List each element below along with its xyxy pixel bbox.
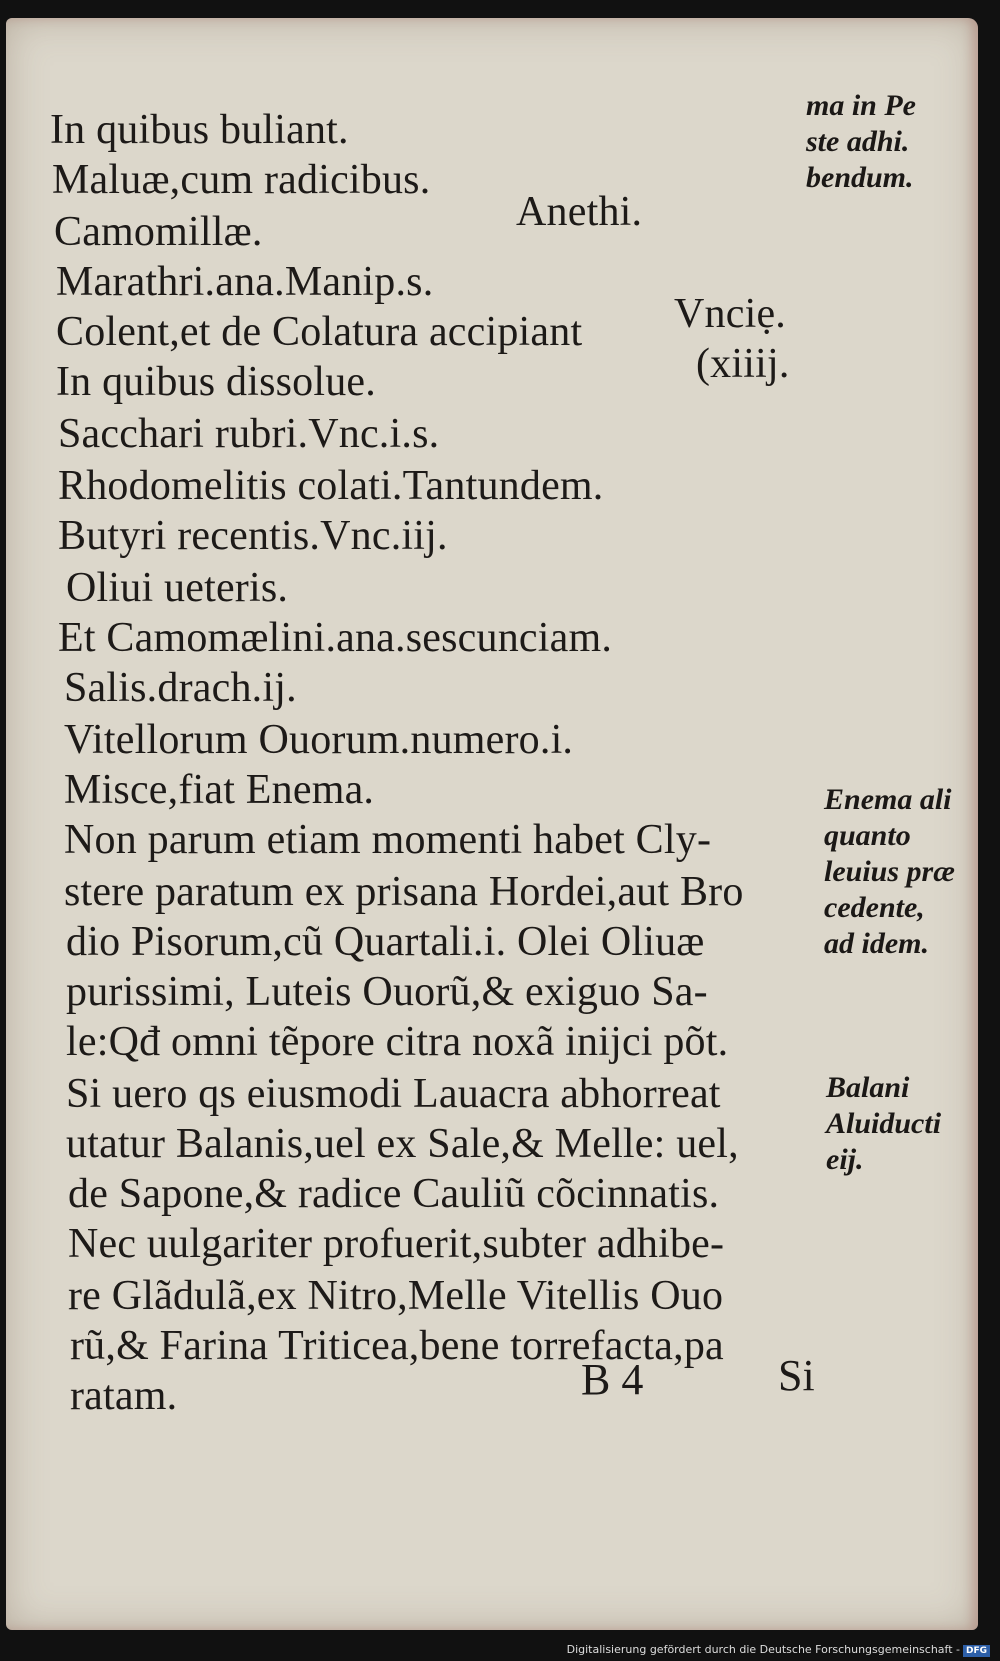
margin-note-line: cedente,	[824, 891, 925, 924]
inline-word-xiiij: (xiiij.	[696, 341, 790, 387]
text-line: In quibus dissolue.	[56, 359, 376, 405]
dfg-logo-icon: DFG	[963, 1645, 990, 1657]
footer-text: Digitalisierung gefördert durch die Deutsche Forschungsgemeinschaft -	[566, 1643, 960, 1656]
margin-note-line: quanto	[824, 819, 911, 852]
text-line: Misce,fiat Enema.	[64, 767, 375, 813]
margin-note-3	[826, 1070, 941, 1178]
text-line: utatur Balanis,uel ex Sale,& Melle: uel,	[66, 1121, 739, 1167]
text-line: stere paratum ex prisana Hordei,aut Bro	[64, 869, 744, 915]
margin-note-line: eij.	[826, 1143, 864, 1176]
text-line: ratam.	[70, 1373, 178, 1419]
inline-word-vncie: Vnciẹ.	[674, 291, 786, 337]
margin-note-line: ad idem.	[824, 927, 929, 960]
text-line: Et Camomælini.ana.sescunciam.	[58, 615, 613, 661]
digitization-footer	[567, 1643, 990, 1657]
text-line: dio Pisorum,cũ Quartali.i. Olei Oliuæ	[66, 919, 705, 965]
margin-note-line: ste adhi.	[806, 125, 910, 158]
book-page	[6, 18, 978, 1630]
text-line: Maluæ,cum radicibus.	[52, 157, 431, 203]
text-line: Non parum etiam momenti habet Cly-	[64, 817, 712, 863]
signature-mark: B 4	[581, 1355, 644, 1404]
text-line: In quibus buliant.	[50, 107, 349, 153]
text-line: Rhodomelitis colati.Tantundem.	[58, 463, 604, 509]
text-line: re Glãdulã,ex Nitro,Melle Vitellis Ouo	[68, 1273, 724, 1319]
margin-note-1	[806, 88, 916, 196]
margin-note-line: Enema ali	[824, 783, 952, 816]
catchword: Si	[778, 1351, 815, 1400]
text-line: Nec uulgariter profuerit,subter adhibe-	[68, 1221, 725, 1267]
text-line: Marathri.ana.Manip.s.	[56, 259, 434, 305]
margin-note-line: Aluiducti	[826, 1107, 942, 1140]
text-line: Vitellorum Ouorum.numero.i.	[64, 717, 574, 763]
text-line: Colent,et de Colatura accipiant	[56, 309, 583, 355]
text-line: Camomillæ.	[54, 209, 263, 255]
text-line: de Sapone,& radice Cauliũ cõcinnatis.	[68, 1171, 720, 1217]
text-line: Si uero qs eiusmodi Lauacra abhorreat	[66, 1071, 721, 1117]
text-line: purissimi, Luteis Ouorũ,& exiguo Sa-	[66, 969, 708, 1015]
margin-note-line: bendum.	[806, 161, 914, 194]
margin-note-line: Balani	[826, 1071, 910, 1104]
margin-note-2	[824, 782, 955, 962]
inline-word-anethi: Anethi.	[516, 189, 643, 235]
margin-note-line: leuius præ	[824, 855, 955, 888]
text-line: Butyri recentis.Vnc.iij.	[58, 513, 448, 559]
text-line: rũ,& Farina Triticea,bene torrefacta,pa	[70, 1323, 724, 1369]
margin-note-line: ma in Pe	[806, 89, 916, 122]
text-line: Sacchari rubri.Vnc.i.s.	[58, 411, 440, 457]
text-line: Salis.drach.ij.	[64, 665, 297, 711]
text-line: le:Qđ omni tẽpore citra noxã inijci põt.	[66, 1019, 729, 1065]
text-line: Oliui ueteris.	[66, 565, 289, 611]
